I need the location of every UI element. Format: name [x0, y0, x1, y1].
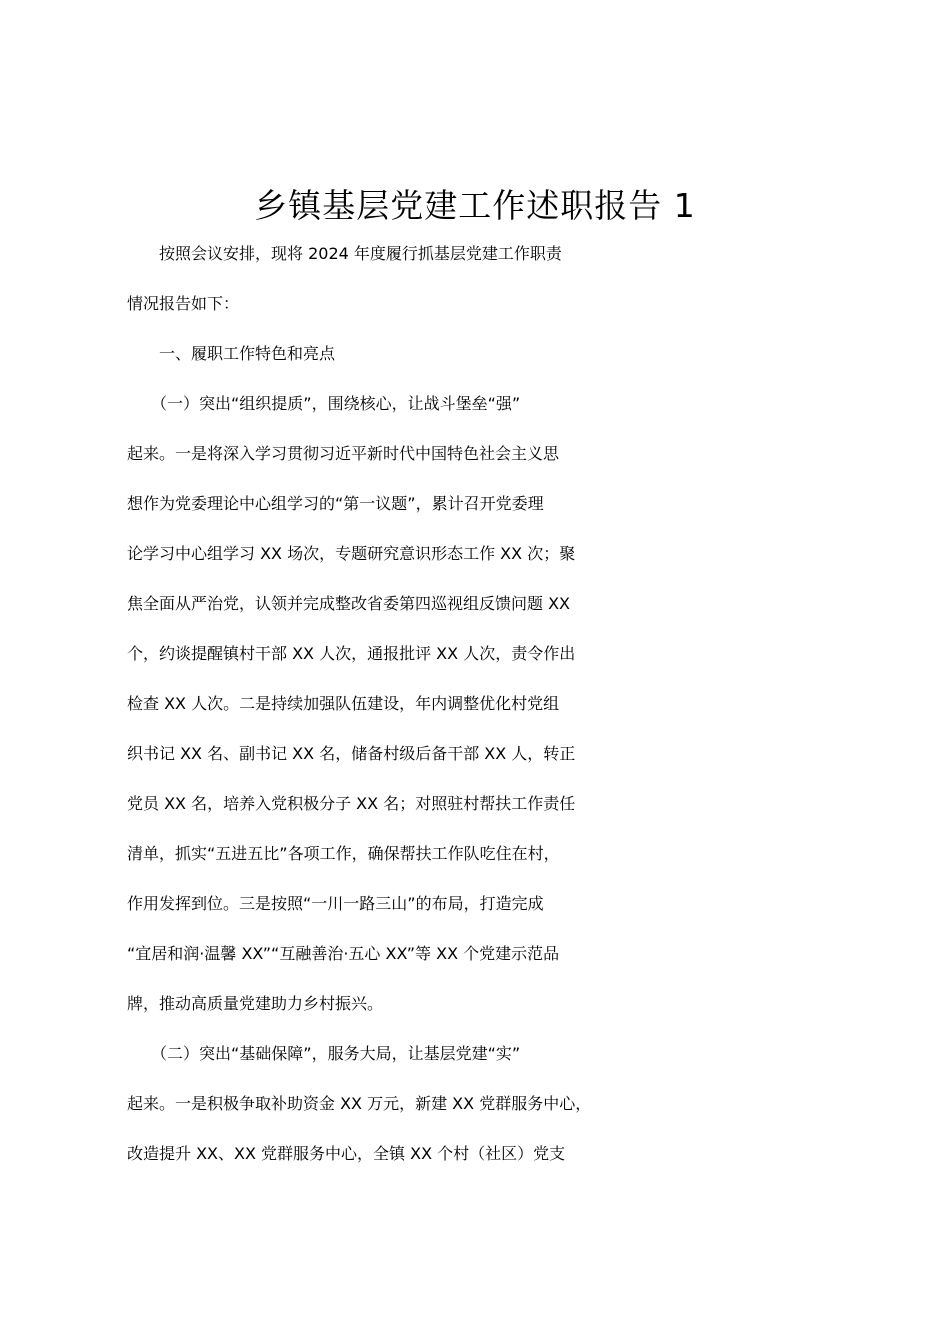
paragraph-line: 作用发挥到位。三是按照“一川一路三山”的布局，打造完成 [127, 894, 544, 913]
paragraph-line: 改造提升 XX、XX 党群服务中心，全镇 XX 个村（社区）党支 [127, 1144, 566, 1163]
subsection-heading: （二）突出“基础保障”，服务大局，让基层党建“实” [127, 1044, 521, 1063]
paragraph-line: 检查 XX 人次。二是持续加强队伍建设，年内调整优化村党组 [127, 694, 560, 713]
document-title: 乡镇基层党建工作述职报告 1 [254, 186, 696, 225]
paragraph-line: 织书记 XX 名、副书记 XX 名，储备村级后备干部 XX 人，转正 [127, 744, 576, 763]
paragraph-line: 焦全面从严治党，认领并完成整改省委第四巡视组反馈问题 XX [127, 594, 571, 613]
paragraph-line: 清单，抓实“五进五比”各项工作，确保帮扶工作队吃住在村， [127, 844, 560, 863]
paragraph-line: 按照会议安排，现将 2024 年度履行抓基层党建工作职责 [127, 244, 562, 263]
paragraph-line: 想作为党委理论中心组学习的“第一议题”，累计召开党委理 [127, 494, 544, 513]
paragraph-line: 党员 XX 名，培养入党积极分子 XX 名；对照驻村帮扶工作责任 [127, 794, 576, 813]
section-heading: 一、履职工作特色和亮点 [127, 344, 336, 363]
subsection-heading: （一）突出“组织提质”，围绕核心，让战斗堡垒“强” [127, 394, 521, 413]
paragraph-line: “宜居和润·温馨 XX”“互融善治·五心 XX”等 XX 个党建示范品 [127, 944, 560, 963]
paragraph-line: 情况报告如下： [127, 294, 240, 313]
paragraph-line: 论学习中心组学习 XX 场次，专题研究意识形态工作 XX 次；聚 [127, 544, 576, 563]
paragraph-line: 起来。一是积极争取补助资金 XX 万元，新建 XX 党群服务中心， [127, 1094, 592, 1113]
paragraph-line: 牌，推动高质量党建助力乡村振兴。 [127, 994, 384, 1013]
paragraph-line: 个，约谈提醒镇村干部 XX 人次，通报批评 XX 人次，责令作出 [127, 644, 576, 663]
paragraph-line: 起来。一是将深入学习贯彻习近平新时代中国特色社会主义思 [127, 444, 560, 463]
